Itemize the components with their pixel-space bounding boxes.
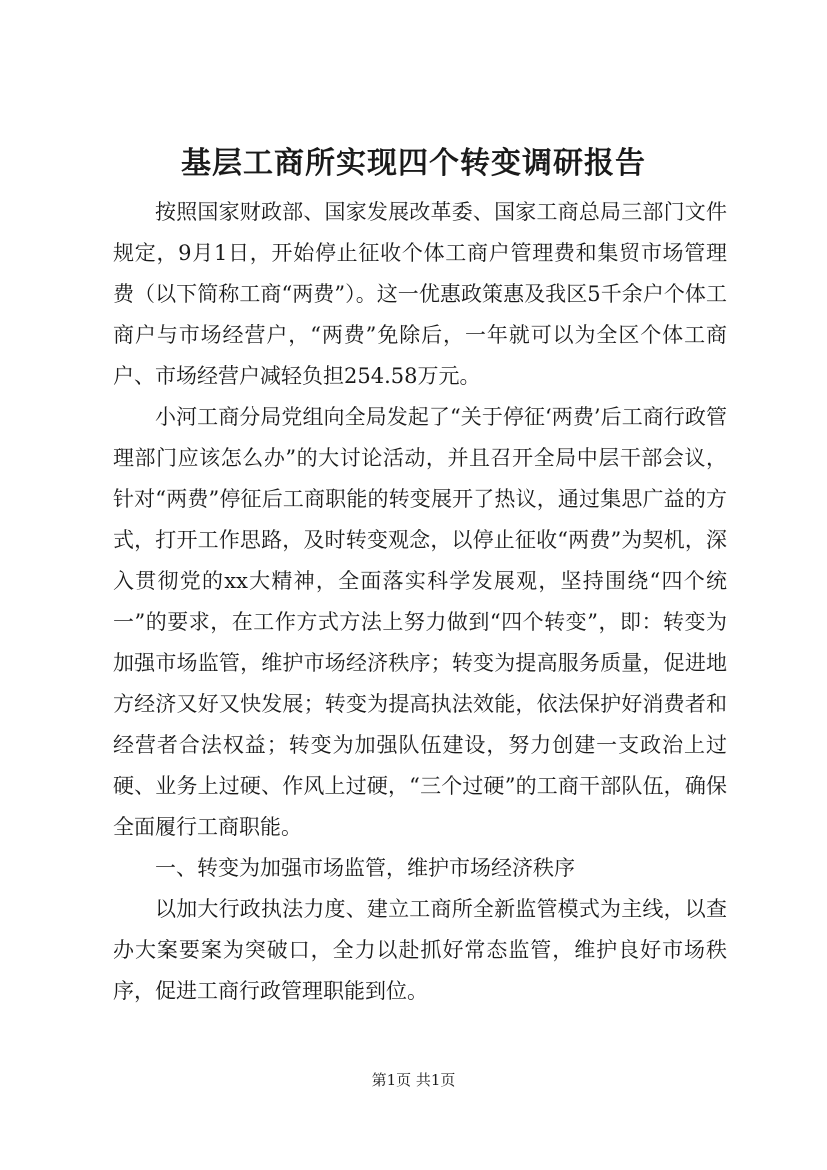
document-title: 基层工商所实现四个转变调研报告 <box>181 146 646 181</box>
section-heading: 一、转变为加强市场监管，维护市场经济秩序 <box>155 856 575 880</box>
page-footer: 第1页 共1页 <box>371 1071 456 1089</box>
document-body <box>113 192 727 1012</box>
body-paragraph-2: 小河工商分局党组向全局发起了“关于停征‘两费’后工商行政管理部门应该怎么办”的大讨论活动，并且召开全局中层干部会议，针对“两费”停征后工商职能的转变展开了热议，通过集思广益的方式，打开工作思路，及时转变观念，以停止征收“两费”为契机，深入贯彻党的xx大精神，全面落实科学发展观，坚持围绕“四个统一”的要求，在工作方式方法上努力做到“四个转变”，即：转变为加强市场监管，维护市场经济秩序；转变为提高服务质量，促进地方经济又好又快发展；转变为提高执法效能，依法保护好消费者和经营者合法权益；转变为加强队伍建设，努力创建一支政治上过硬、业务上过硬、作风上过硬，“三个过硬”的工商干部队伍，确保全面履行工商职能。 <box>113 405 727 839</box>
body-paragraph-1: 按照国家财政部、国家发展改革委、国家工商总局三部门文件规定，9月1日，开始停止征收个体工商户管理费和集贸市场管理费（以下简称工商“两费”）。这一优惠政策惠及我区5千余户个体工商户与市场经营户，“两费”免除后，一年就可以为全区个体工商户、市场经营户减轻负担254.58万元。 <box>113 200 727 388</box>
section-paragraph: 以加大行政执法力度、建立工商所全新监管模式为主线，以查办大案要案为突破口，全力以赴抓好常态监管，维护良好市场秩序，促进工商行政管理职能到位。 <box>113 897 727 1003</box>
